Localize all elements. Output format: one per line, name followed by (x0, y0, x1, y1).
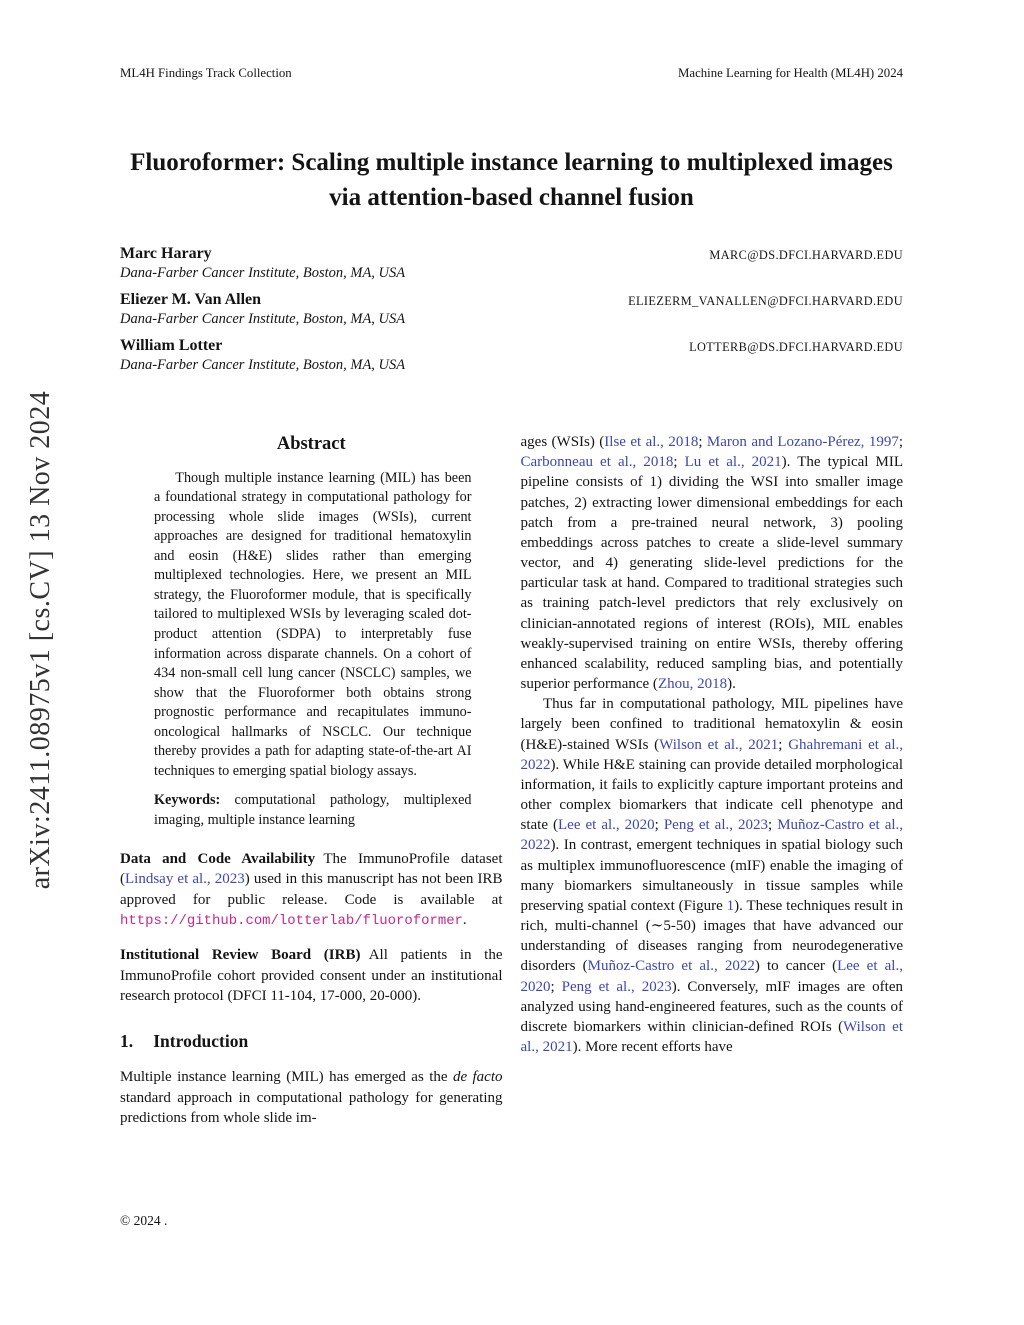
citation-link[interactable]: Wilson et al., 2021 (659, 736, 779, 753)
two-column-body (120, 432, 903, 1128)
author-name: Marc Harary (120, 245, 212, 262)
citation-link[interactable]: Ghahremani et al., 2022 (520, 736, 903, 773)
author-affiliation: Dana-Farber Cancer Institute, Boston, MA, USA (120, 311, 406, 327)
section-heading-introduction (120, 1030, 503, 1054)
irb-paragraph (120, 945, 503, 1006)
text-segment: . (462, 911, 467, 928)
text-segment: ) to cancer ( (754, 958, 838, 975)
text-segment: ages (WSIs) ( (520, 434, 605, 450)
author-name: Eliezer M. Van Allen (120, 291, 262, 308)
author-identity (120, 291, 405, 328)
text-segment: ; (698, 434, 707, 450)
code-repository-link[interactable]: https://github.com/lotterlab/fluoroformer (120, 912, 463, 929)
text-segment: ). In contrast, emergent techniques in spatial biology such as multiplex immunofluorescence (mIF) enable the imaging of many biomarkers simultaneously in tissue samples while preserving spatial context (Figure (520, 837, 903, 914)
header-venue-label: Machine Learning for Health (ML4H) 2024 (678, 66, 903, 80)
body-paragraph (521, 694, 904, 1057)
author-entry (120, 245, 903, 282)
keywords-line (154, 791, 472, 830)
text-segment: Keywords: (154, 792, 221, 809)
author-identity (120, 337, 405, 374)
section-number: 1. (120, 1030, 134, 1051)
text-segment: ). While H&E staining can provide detailed morphological information, it fails to explicitly capture important proteins and other complex biomarkers that indicate cell phenotype and state ( (520, 756, 903, 834)
text-segment: Data and Code Availability (120, 851, 316, 868)
right-column (521, 432, 904, 1128)
citation-link[interactable]: Lee et al., 2020 (558, 817, 655, 834)
abstract-body: Though multiple instance learning (MIL) has been a foundational strategy in computational pathology for processing whole slide images (WSIs), current approaches are designed for traditional hematoxylin and eosin (H&E) slides rather than emerging multiplexed technologies. Here, we present an MIL strategy, the Fluoroformer module, that is specifically tailored to multiplexed WSIs by leveraging scaled dot-product attention (SDPA) to interpretably fuse information across disparate channels. On a cohort of 434 non-small cell lung cancer (NSCLC) samples, we show that the Fluoroformer both obtains strong prognostic performance and recapitulates immuno-oncological hallmarks of NSCLC. Our technique thereby provides a path for adapting state-of-the-art AI techniques to emerging spatial biology assays. (154, 469, 472, 779)
header-collection-label: ML4H Findings Track Collection (120, 66, 292, 80)
citation-link[interactable]: Lee et al., 2020 (520, 958, 903, 995)
text-segment: ; (898, 434, 903, 450)
citation-link[interactable]: Zhou, 2018 (657, 676, 728, 693)
citation-link[interactable]: Maron and Lozano-Pérez, 1997 (706, 434, 899, 450)
text-segment: ; (550, 978, 562, 995)
text-segment: All patients in the ImmunoProfile cohort provided consent under an institutional research protocol (DFCI 11-104, 17-000, 20-000). (120, 947, 503, 1004)
citation-link[interactable]: Ilse et al., 2018 (604, 434, 699, 450)
text-segment: ; (768, 817, 778, 834)
citation-link[interactable]: Muñoz-Castro et al., 2022 (520, 817, 904, 854)
citation-link[interactable]: Peng et al., 2023 (561, 978, 672, 995)
citation-link[interactable]: Wilson et al., 2021 (520, 1018, 903, 1056)
text-segment: ). More recent efforts have (572, 1039, 733, 1056)
author-name: William Lotter (120, 337, 223, 354)
data-availability-paragraph (120, 849, 503, 930)
left-column (120, 432, 503, 1128)
body-paragraph (521, 432, 904, 694)
author-block (120, 245, 903, 374)
text-segment: ). These techniques result in rich, multi-channel (∼5-50) images that have advanced our understanding of diseases ranging from neurodegenerative disorders ( (520, 897, 903, 975)
author-affiliation: Dana-Farber Cancer Institute, Boston, MA, USA (120, 357, 406, 373)
citation-link[interactable]: Carbonneau et al., 2018 (520, 454, 674, 471)
text-segment: ; (654, 817, 664, 834)
text-segment: The ImmunoProfile dataset ( (120, 851, 503, 888)
abstract-block (120, 469, 503, 830)
author-email[interactable]: LOTTERB@DS.DFCI.HARVARD.EDU (689, 340, 903, 354)
text-segment: Thus far in computational pathology, MIL pipelines have largely been confined to traditional hematoxylin & eosin (H&E)-stained WSIs ( (520, 696, 903, 753)
abstract-heading: Abstract (276, 434, 346, 454)
citation-link[interactable]: Muñoz-Castro et al., 2022 (587, 958, 755, 975)
text-segment: ). Conversely, mIF images are often analyzed using hand-engineered features, such as the counts of discrete biomarkers within clinician-defined ROIs ( (520, 978, 904, 1035)
text-segment: computational pathology, multiplexed imaging, multiple instance learning (154, 792, 472, 828)
author-email[interactable]: ELIEZERM_VANALLEN@DFCI.HARVARD.EDU (628, 294, 903, 308)
section-title: Introduction (153, 1030, 249, 1051)
running-header (120, 66, 903, 81)
author-email[interactable]: MARC@DS.DFCI.HARVARD.EDU (709, 248, 903, 262)
text-segment: standard approach in computational pathology for generating predictions from whole slide im- (120, 1089, 503, 1126)
text-segment: ; (673, 454, 685, 471)
text-segment: Multiple instance learning (MIL) has emerged as the (120, 1069, 453, 1086)
introduction-paragraph (120, 1067, 503, 1128)
author-entry (120, 337, 903, 374)
citation-link[interactable]: 1 (726, 897, 735, 914)
text-segment: Institutional Review Board (IRB) (120, 947, 361, 964)
citation-link[interactable]: Peng et al., 2023 (663, 817, 769, 834)
copyright-notice: © 2024 . (120, 1213, 168, 1228)
paper-title: Fluoroformer: Scaling multiple instance learning to multiplexed images via attention-based channel fusion (130, 149, 893, 211)
text-segment: ). The typical MIL pipeline consists of 1) dividing the WSI into smaller image patches, 2) extracting lower dimensional embeddings for each patch from a pre-trained neural network, 3) pooling embeddings across patches to create a slide-level summary vector, and 4) generating slide-level predictions for the particular task at hand. Compared to traditional strategies such as training patch-level predictors that rely exclusively on clinician-annotated regions of interest (ROIs), MIL enables weakly-supervised training on entire WSIs, thereby offering enhanced scalability, reduced sampling bias, and potentially superior performance ( (520, 454, 903, 693)
text-segment: de facto (452, 1069, 503, 1086)
citation-link[interactable]: Lindsay et al., 2023 (125, 871, 245, 888)
text-segment: ; (778, 736, 789, 753)
citation-link[interactable]: Lu et al., 2021 (684, 454, 782, 471)
text-segment: ). (727, 676, 736, 693)
author-identity (120, 245, 405, 282)
arxiv-watermark: arXiv:2411.08975v1 [cs.CV] 13 Nov 2024 (25, 390, 56, 890)
author-entry (120, 291, 903, 328)
text-segment: ) used in this manuscript has not been IRB approved for public release. Code is available at (120, 871, 503, 908)
author-affiliation: Dana-Farber Cancer Institute, Boston, MA, USA (120, 265, 406, 281)
